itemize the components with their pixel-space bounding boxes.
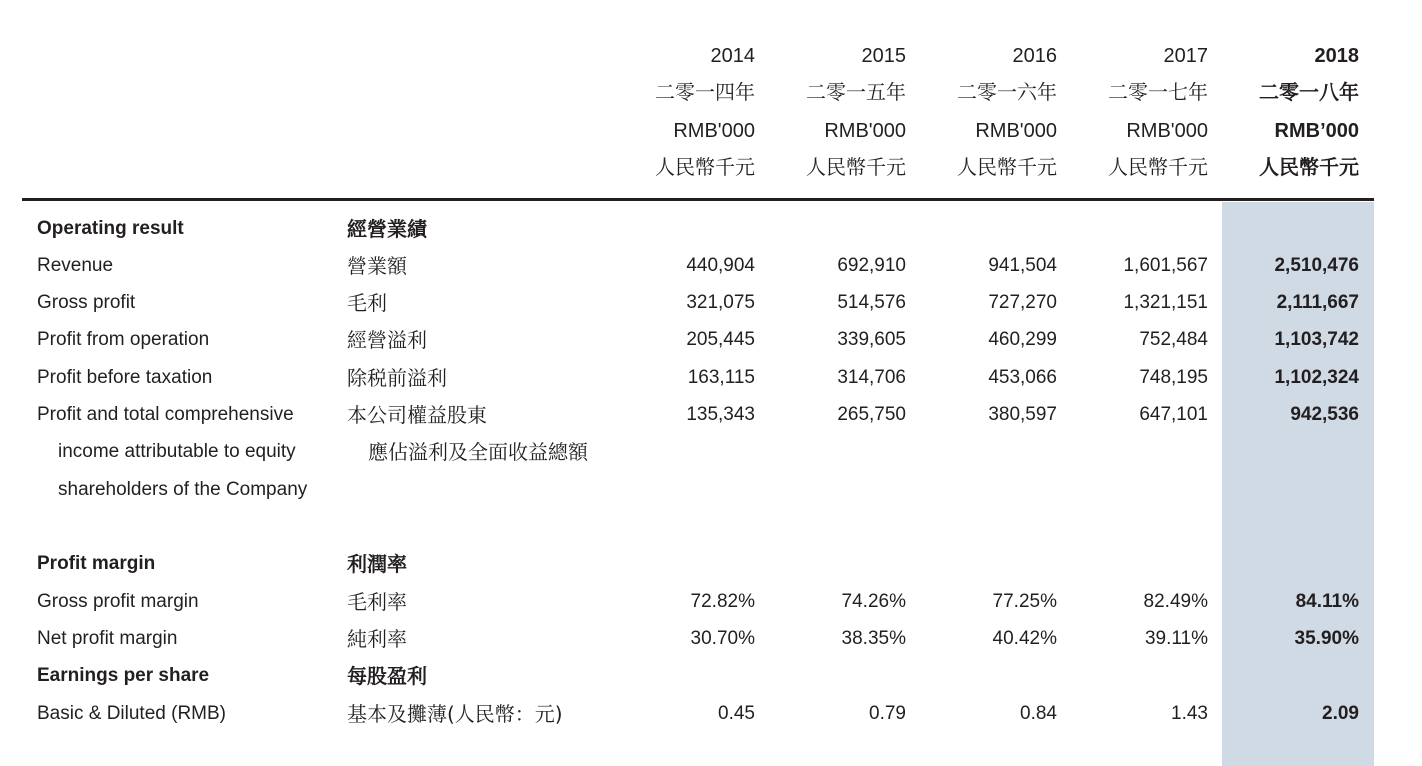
cell-2014: 163,115 xyxy=(687,367,755,388)
table-row-profit-before-taxation xyxy=(0,365,1422,395)
cell-2014: 205,445 xyxy=(686,329,755,350)
row-label-zh: 經營溢利 xyxy=(347,328,427,352)
header-year: 2014 xyxy=(710,45,755,67)
row-label-en: Gross profit margin xyxy=(37,591,199,612)
header-year-zh: 二零一八年 xyxy=(1259,82,1359,104)
cell-2017: 1,321,151 xyxy=(1123,292,1208,313)
table-row-gross-profit xyxy=(0,290,1422,320)
cell-2018: 84.11% xyxy=(1295,591,1359,612)
cell-2015: 692,910 xyxy=(837,255,906,276)
cell-2018: 942,536 xyxy=(1290,404,1359,425)
row-label-zh: 基本及攤薄(人民幣：元) xyxy=(347,702,563,726)
header-unit: RMB'000 xyxy=(673,120,755,142)
header-unit: RMB'000 xyxy=(975,120,1057,142)
cell-2016: 40.42% xyxy=(992,628,1057,649)
cell-2015: 74.26% xyxy=(841,591,906,612)
row-label-en: Profit and total comprehensive xyxy=(37,404,294,425)
header-rule xyxy=(22,198,1374,201)
header-year-zh: 二零一七年 xyxy=(1108,82,1208,104)
row-label-en: Operating result xyxy=(37,218,184,239)
header-year: 2017 xyxy=(1163,45,1208,67)
cell-2018: 2.09 xyxy=(1322,703,1359,724)
cell-2014: 440,904 xyxy=(686,255,755,276)
cell-2014: 321,075 xyxy=(686,292,755,313)
row-label-en: Earnings per share xyxy=(37,665,210,686)
cell-2015: 339,605 xyxy=(837,329,906,350)
section-operating-result xyxy=(0,216,1422,246)
row-label-en: Net profit margin xyxy=(37,628,178,649)
table-row-net-profit-margin xyxy=(0,626,1422,656)
row-label-zh: 每股盈利 xyxy=(347,664,427,688)
cell-2014: 30.70% xyxy=(690,628,755,649)
row-label-zh: 毛利率 xyxy=(347,590,407,614)
header-year: 2018 xyxy=(1314,45,1359,67)
cell-2016: 77.25% xyxy=(992,591,1057,612)
row-label-en: Profit margin xyxy=(37,553,156,574)
header-year-zh: 二零一五年 xyxy=(806,82,906,104)
table-row-continuation xyxy=(0,439,1422,469)
cell-2015: 265,750 xyxy=(837,404,906,425)
section-profit-margin xyxy=(0,551,1422,581)
row-label-zh: 毛利 xyxy=(347,291,387,315)
cell-2014: 0.45 xyxy=(718,703,755,724)
header-unit: RMB’000 xyxy=(1274,120,1359,142)
row-label-en: Profit before taxation xyxy=(37,367,213,388)
row-label-zh: 純利率 xyxy=(347,627,407,651)
row-label-en: Profit from operation xyxy=(37,329,210,350)
row-label-zh: 應佔溢利及全面收益總額 xyxy=(368,440,588,464)
header-unit-zh: 人民幣千元 xyxy=(957,157,1057,179)
row-label-zh: 除税前溢利 xyxy=(347,366,447,390)
cell-2018: 35.90% xyxy=(1294,628,1359,649)
row-label-en: shareholders of the Company xyxy=(58,479,308,500)
cell-2015: 38.35% xyxy=(841,628,906,649)
header-unit: RMB'000 xyxy=(824,120,906,142)
row-label-zh: 經營業績 xyxy=(347,217,427,241)
cell-2016: 727,270 xyxy=(988,292,1057,313)
table-row-continuation xyxy=(0,477,1422,507)
row-label-zh: 營業額 xyxy=(347,254,407,278)
header-unit-zh: 人民幣千元 xyxy=(1259,157,1359,179)
cell-2018: 1,102,324 xyxy=(1274,367,1359,388)
table-row-profit-from-operation xyxy=(0,327,1422,357)
row-label-zh: 本公司權益股東 xyxy=(347,403,487,427)
header-year-zh: 二零一六年 xyxy=(957,82,1057,104)
header-year-zh: 二零一四年 xyxy=(655,82,755,104)
header-year: 2016 xyxy=(1012,45,1057,67)
header-year: 2015 xyxy=(861,45,906,67)
cell-2017: 752,484 xyxy=(1139,329,1208,350)
header-unit-zh: 人民幣千元 xyxy=(1108,157,1208,179)
section-earnings-per-share xyxy=(0,663,1422,693)
header-unit: RMB'000 xyxy=(1126,120,1208,142)
cell-2016: 380,597 xyxy=(988,404,1057,425)
table-row-profit-attributable xyxy=(0,402,1422,432)
cell-2015: 0.79 xyxy=(869,703,906,724)
row-label-zh: 利潤率 xyxy=(347,552,407,576)
cell-2018: 1,103,742 xyxy=(1274,329,1359,350)
row-label-en: Revenue xyxy=(37,255,114,276)
cell-2014: 135,343 xyxy=(686,404,755,425)
cell-2016: 460,299 xyxy=(988,329,1057,350)
cell-2016: 0.84 xyxy=(1020,703,1057,724)
row-label-en: Gross profit xyxy=(37,292,136,313)
table-row-gross-profit-margin xyxy=(0,589,1422,619)
cell-2017: 647,101 xyxy=(1139,404,1208,425)
table-row-basic-diluted xyxy=(0,701,1422,731)
cell-2016: 453,066 xyxy=(988,367,1057,388)
cell-2016: 941,504 xyxy=(988,255,1057,276)
header-unit-zh: 人民幣千元 xyxy=(655,157,755,179)
table-row-revenue xyxy=(0,253,1422,283)
cell-2018: 2,510,476 xyxy=(1274,255,1359,276)
header-unit-zh: 人民幣千元 xyxy=(806,157,906,179)
cell-2017: 1.43 xyxy=(1171,703,1208,724)
cell-2015: 514,576 xyxy=(837,292,906,313)
cell-2018: 2,111,667 xyxy=(1276,292,1359,313)
cell-2017: 82.49% xyxy=(1143,591,1208,612)
cell-2015: 314,706 xyxy=(837,367,906,388)
cell-2017: 39.11% xyxy=(1144,628,1208,649)
cell-2014: 72.82% xyxy=(690,591,755,612)
row-label-en: Basic & Diluted (RMB) xyxy=(37,703,226,724)
cell-2017: 1,601,567 xyxy=(1123,255,1208,276)
cell-2017: 748,195 xyxy=(1139,367,1208,388)
row-label-en: income attributable to equity xyxy=(58,441,296,462)
